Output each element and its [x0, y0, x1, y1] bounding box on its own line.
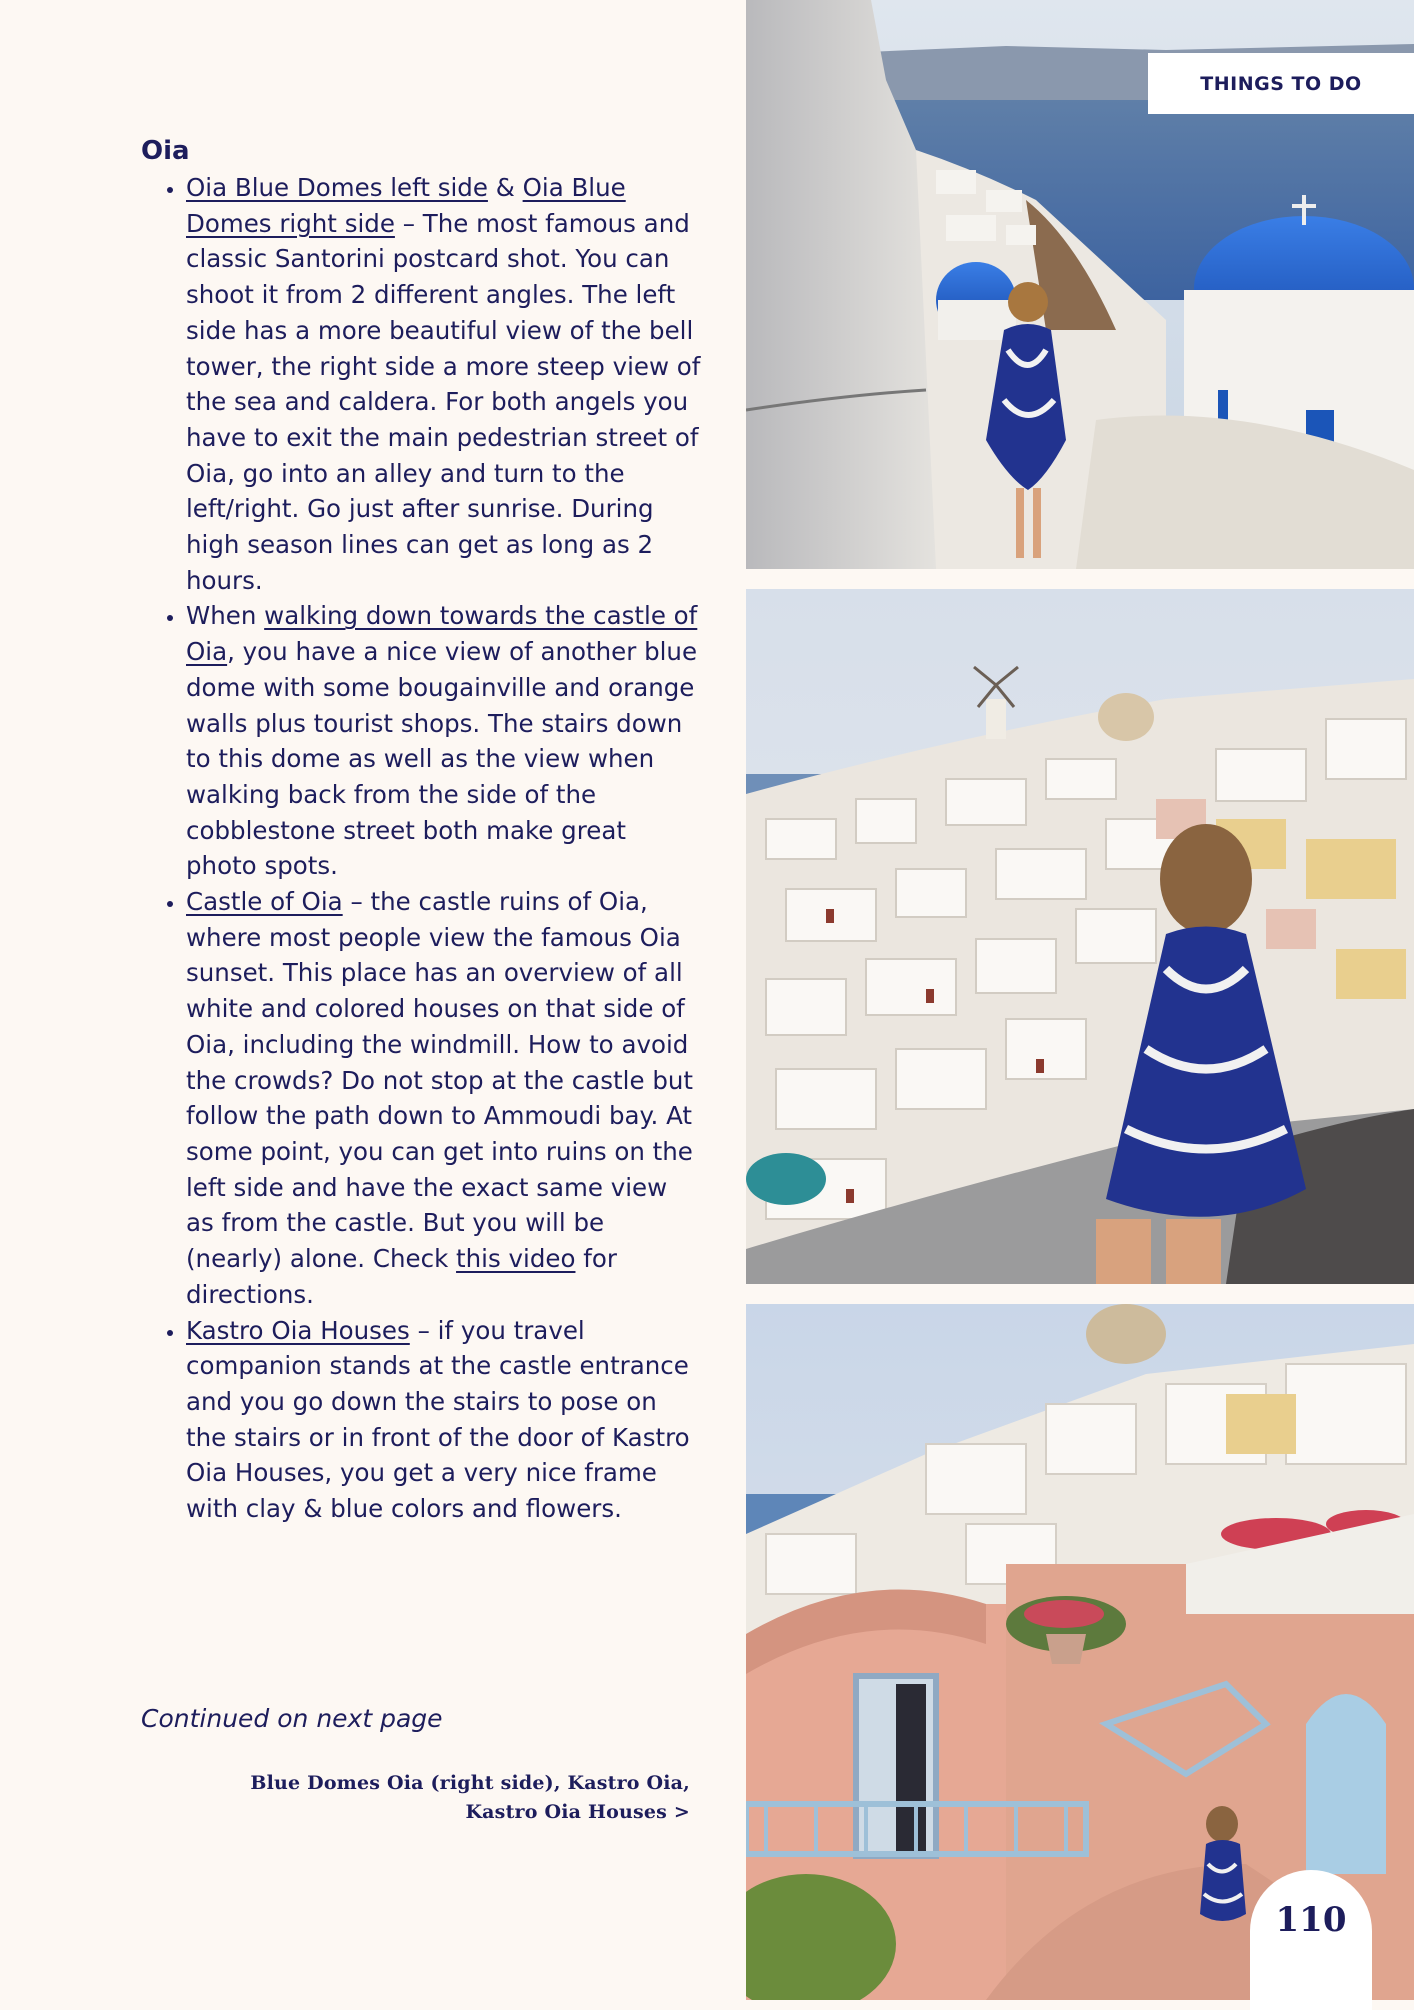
- section-badge: THINGS TO DO: [1148, 53, 1414, 114]
- next-link-line-1: Blue Domes Oia (right side), Kastro Oia,: [250, 1772, 690, 1794]
- list-item: [186, 884, 701, 1312]
- list-item: [186, 1313, 701, 1527]
- spot-link[interactable]: Castle of Oia: [186, 887, 343, 917]
- item-text: When: [186, 601, 265, 631]
- item-text: &: [487, 173, 523, 202]
- spot-link[interactable]: Oia Blue Domes left side: [186, 173, 488, 202]
- item-text: , you have a nice view of another blue dome with some bougainville and orange walls plus tourist shops. The stairs down to this dome as well as the view when walking back from the side of the cobblestone street both make great photo spots.: [186, 637, 698, 881]
- spot-link[interactable]: walking down towards the castle of Oia: [186, 601, 698, 667]
- list-item: [186, 598, 701, 884]
- next-page-link[interactable]: [250, 1769, 690, 1827]
- continued-note: Continued on next page: [141, 1704, 443, 1733]
- section-heading: Oia: [141, 136, 190, 166]
- page-number: 110: [1250, 1870, 1372, 2010]
- spot-link[interactable]: this video: [456, 1244, 576, 1274]
- item-text: – The most famous and classic Santorini postcard shot. You can shoot it from 2 different angles. The left side has a more beautiful view of the bell tower, the right side a more steep view of the sea and caldera. For both angels you have to exit the main pedestrian street of Oia, go into an alley and turn to the left/right. Go just after sunrise. During high season lines can get as long as 2 hours.: [186, 208, 701, 595]
- next-link-line-2: Kastro Oia Houses >: [465, 1801, 690, 1823]
- spot-link[interactable]: Oia Blue Domes right side: [186, 173, 626, 238]
- item-text: for directions.: [186, 1244, 617, 1309]
- left-text-column: [141, 136, 701, 1527]
- item-text: – if you travel companion stands at the castle entrance and you go down the stairs to pose on the stairs or in front of the door of Kastro Oia Houses, you get a very nice frame with clay & blue colors and flowers.: [186, 1315, 690, 1524]
- village-illustration: [746, 589, 1414, 1284]
- list-item: [186, 170, 701, 598]
- photo-oia-village: [746, 589, 1414, 1284]
- item-text: – the castle ruins of Oia, where most people view the famous Oia sunset. This place has an overview of all white and colored houses on that side of Oia, including the windmill. How to avoid the crowds? Do not stop at the castle but follow the path down to Ammoudi bay. At some point, you can get into ruins on the left side and have the exact same view as from the castle. But you will be (nearly) alone. Check: [186, 887, 693, 1274]
- spot-link[interactable]: Kastro Oia Houses: [186, 1315, 410, 1345]
- spot-list: [141, 170, 701, 1527]
